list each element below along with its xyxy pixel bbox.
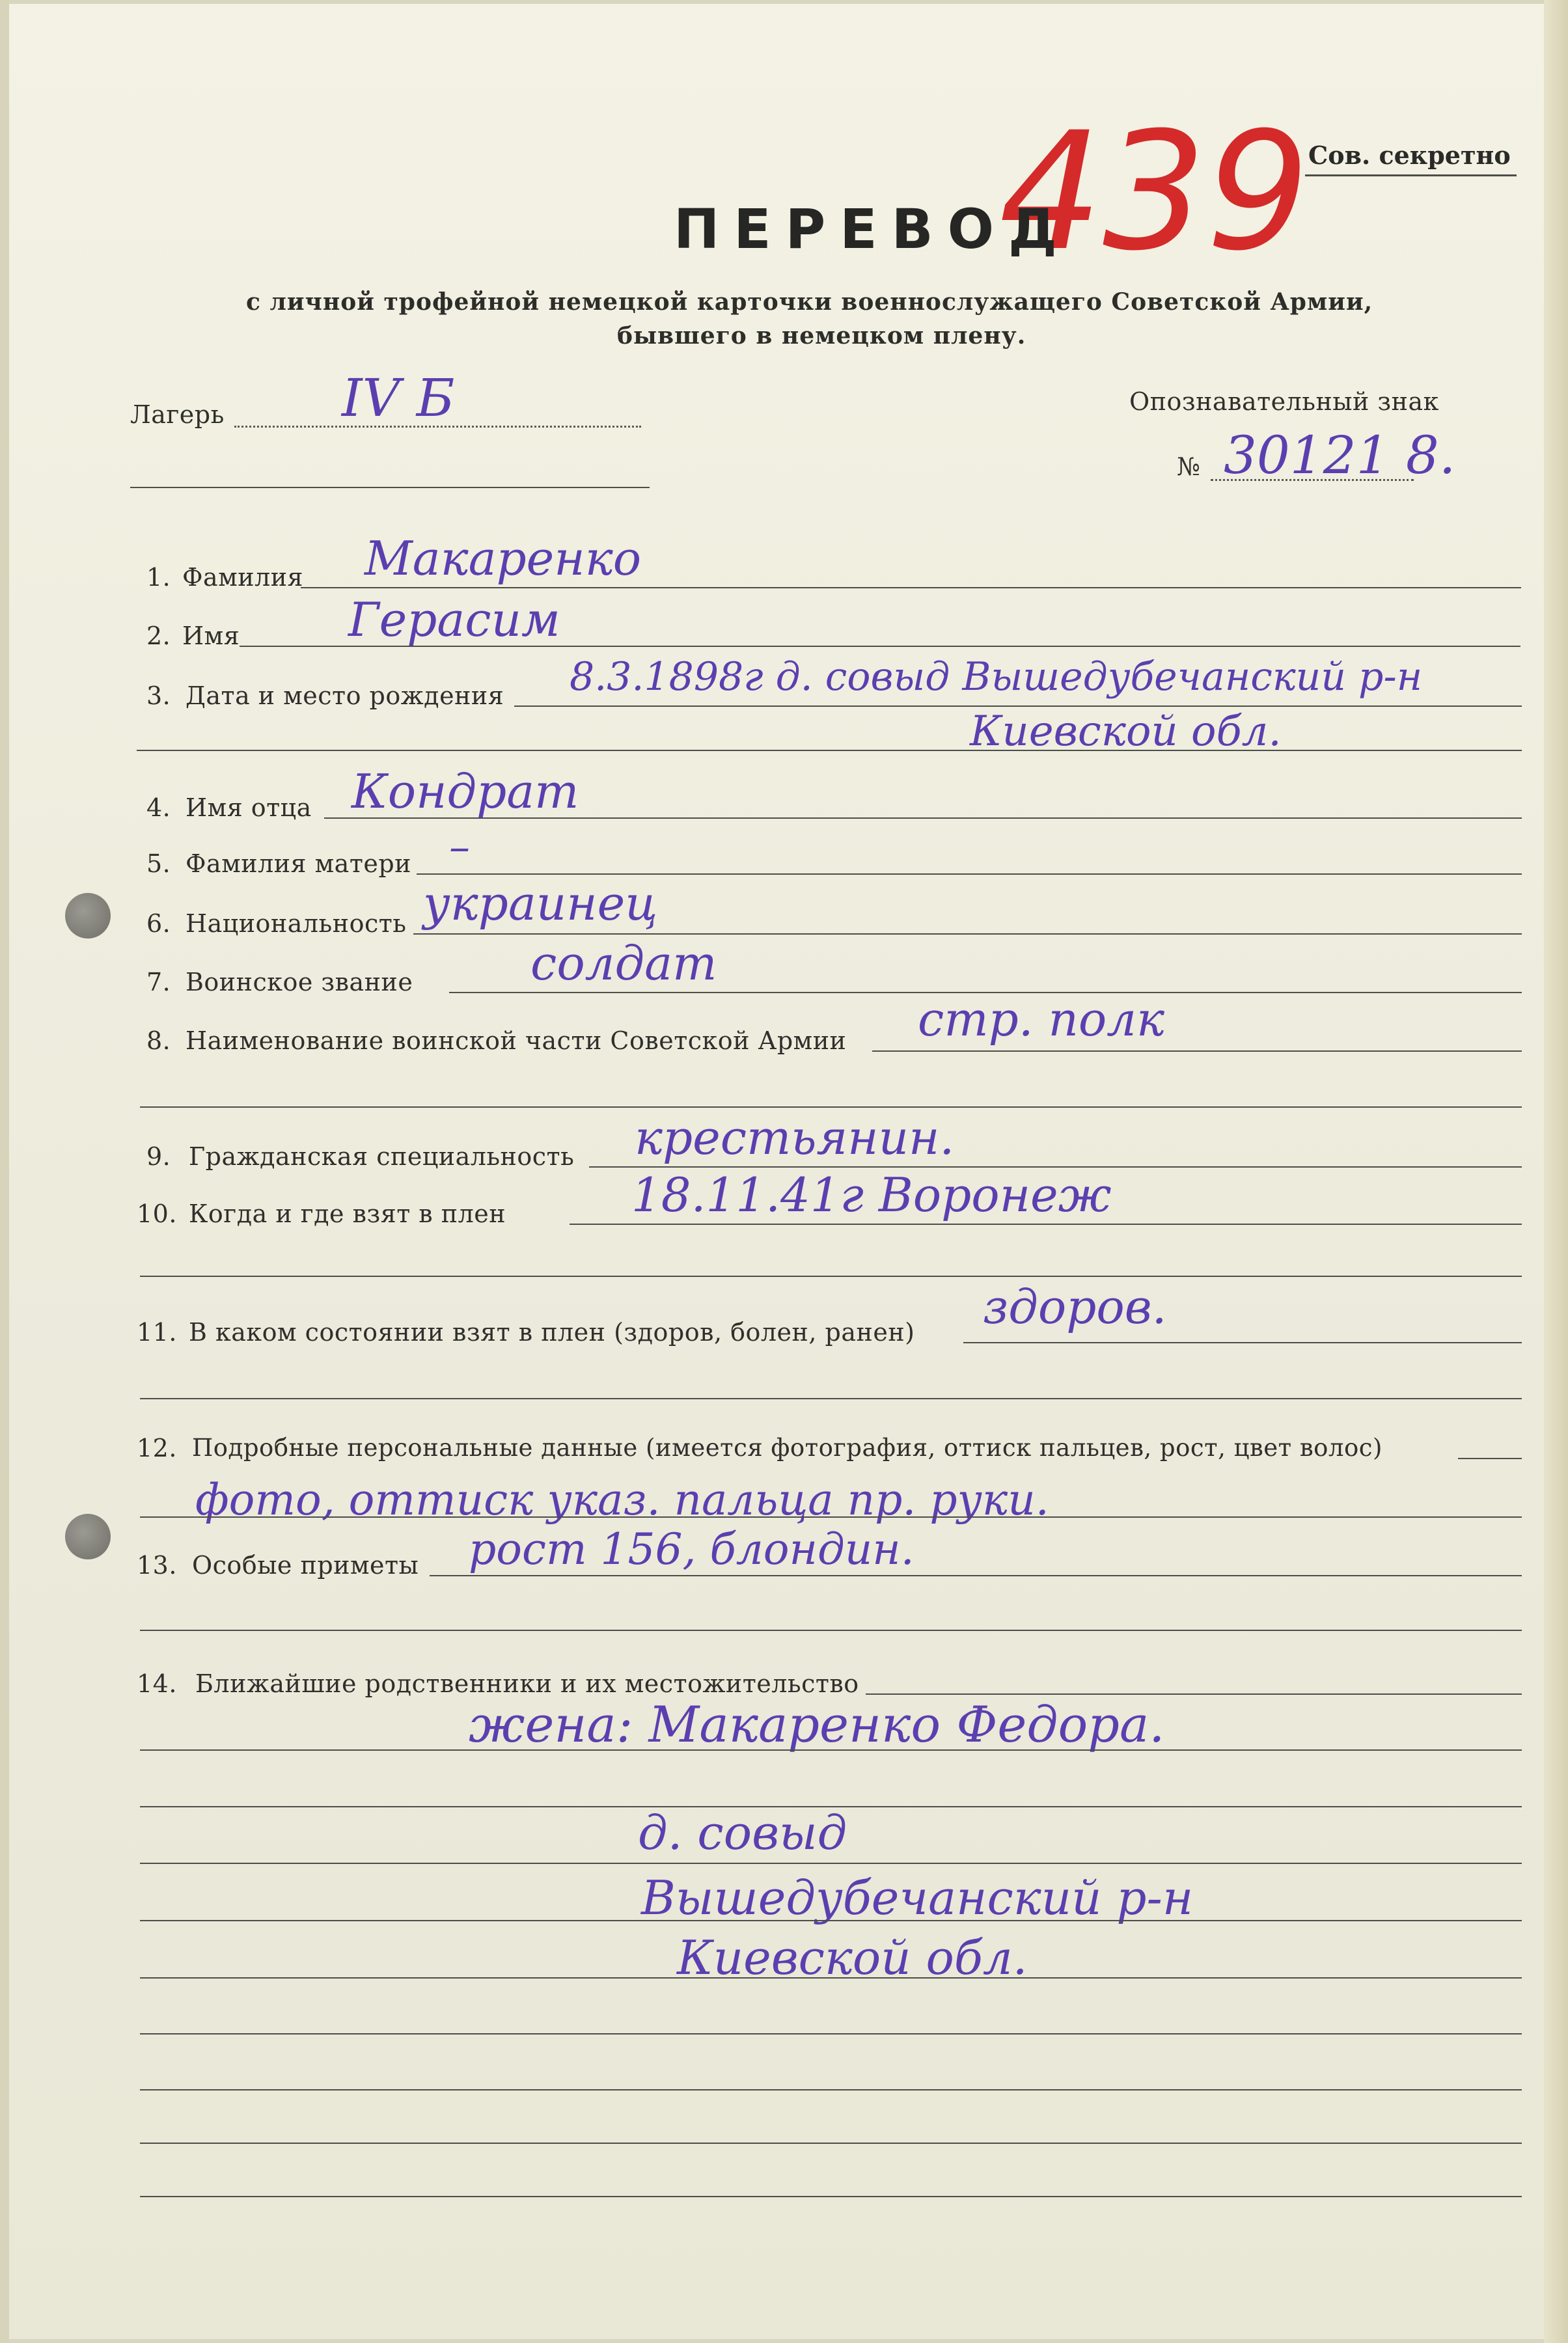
ruled-line (140, 2196, 1522, 2197)
ruled-line (140, 2033, 1522, 2035)
ruled-line (140, 2089, 1522, 2090)
field-3-value-cont: Киевской обл. (970, 707, 1282, 756)
secrecy-label: Сов. секретно (1308, 141, 1511, 170)
field-13-line (430, 1575, 1522, 1576)
field-3-value: 8.3.1898г д. совыд Вышедубечанский р-н (570, 654, 1423, 700)
ruled-line (140, 1977, 1522, 1979)
ruled-line (140, 1806, 1522, 1807)
field-1-line (301, 587, 1521, 588)
field-11-line (963, 1342, 1522, 1343)
document-subtitle-line2: бывшего в немецком плену. (617, 322, 1026, 349)
field-11-label: В каком состоянии взят в плен (здоров, болен, ранен) (189, 1318, 915, 1347)
field-7-num: 7. (146, 968, 171, 996)
field-2-num: 2. (146, 622, 171, 650)
field-4-num: 4. (146, 793, 171, 822)
sheet-right-edge (1544, 0, 1568, 2343)
field-3-line (514, 706, 1522, 707)
field-5-line (417, 873, 1522, 875)
ruled-line (140, 1920, 1522, 1921)
field-6-num: 6. (146, 909, 171, 938)
document-title: ПЕРЕВОД (674, 197, 1071, 261)
field-2-label: Имя (182, 622, 240, 650)
field-5-num: 5. (146, 849, 171, 878)
field-10-extra-line (140, 1276, 1522, 1277)
ruled-line (140, 2143, 1522, 2144)
field-9-value: крестьянин. (635, 1110, 955, 1165)
field-13-value: рост 156, блондин. (469, 1524, 915, 1574)
field-5-value: – (449, 823, 470, 871)
field-12-extra-line (140, 1516, 1522, 1518)
field-14-num: 14. (137, 1669, 177, 1698)
document-subtitle-line1: с личной трофейной немецкой карточки военнослужащего Советской Армии, (246, 288, 1373, 316)
field-12-num: 12. (137, 1434, 177, 1462)
field-10-value: 18.11.41г Воронеж (631, 1168, 1112, 1222)
field-8-value: стр. полк (918, 992, 1165, 1047)
field-7-value: солдат (530, 936, 717, 991)
field-1-num: 1. (146, 563, 171, 592)
field-10-label: Когда и где взят в плен (189, 1199, 506, 1228)
field-10-num: 10. (137, 1199, 177, 1228)
camp-value: IV Б (342, 368, 455, 428)
field-7-label: Воинское звание (186, 968, 413, 996)
camp-extra-line (130, 487, 650, 488)
field-11-value: здоров. (983, 1280, 1167, 1334)
field-6-value: украинец (423, 876, 658, 931)
field-3-label: Дата и место рождения (186, 681, 504, 710)
field-13-num: 13. (137, 1551, 177, 1580)
field-12-value: фото, оттиск указ. пальца пр. руки. (195, 1475, 1049, 1525)
field-1-label: Фамилия (182, 563, 304, 592)
sheet-left-edge (0, 0, 9, 2343)
field-4-value: Кондрат (351, 764, 579, 819)
field-8-extra-line (140, 1106, 1522, 1108)
field-5-label: Фамилия матери (186, 849, 411, 878)
field-11-extra-line (140, 1398, 1522, 1399)
ruled-line (140, 1749, 1522, 1751)
red-stamp-number: 439 (999, 97, 1310, 286)
field-12-label: Подробные персональные данные (имеется фотография, оттиск пальцев, рост, цвет волос) (192, 1434, 1382, 1462)
field-9-label: Гражданская специальность (189, 1142, 575, 1171)
field-12-line (1458, 1458, 1522, 1459)
camp-label: Лагерь (130, 400, 225, 429)
punch-hole-upper (65, 893, 111, 939)
field-6-line (413, 933, 1522, 935)
field-9-num: 9. (146, 1142, 171, 1171)
field-13-extra-line (140, 1630, 1522, 1631)
field-14-value-district: Вышедубечанский р-н (641, 1870, 1194, 1925)
field-13-label: Особые приметы (192, 1551, 419, 1580)
ruled-line (140, 1863, 1522, 1864)
field-14-line (866, 1693, 1522, 1695)
punch-hole-lower (65, 1514, 111, 1559)
secrecy-underline (1305, 174, 1517, 176)
id-mark-value: 30121 8. (1224, 425, 1456, 486)
id-mark-no-label: № (1177, 452, 1201, 481)
id-mark-label: Опознавательный знак (1129, 387, 1439, 416)
field-3-num: 3. (146, 681, 171, 710)
field-1-value: Макаренко (364, 531, 642, 586)
field-14-value: жена: Макаренко Федора. (469, 1695, 1165, 1753)
field-8-num: 8. (146, 1026, 171, 1055)
field-11-num: 11. (137, 1318, 177, 1347)
field-6-label: Национальность (186, 909, 407, 938)
field-14-value-region: Киевской обл. (677, 1930, 1028, 1985)
field-8-label: Наименование воинской части Советской Армии (186, 1026, 847, 1055)
field-8-line (872, 1050, 1522, 1052)
field-2-value: Герасим (348, 592, 560, 647)
field-14-value-village: д. совыд (638, 1805, 847, 1860)
field-3-extra-line (137, 750, 1522, 751)
field-4-label: Имя отца (186, 793, 312, 822)
field-10-line (570, 1224, 1522, 1225)
field-14-label: Ближайшие родственники и их местожительство (195, 1669, 859, 1698)
